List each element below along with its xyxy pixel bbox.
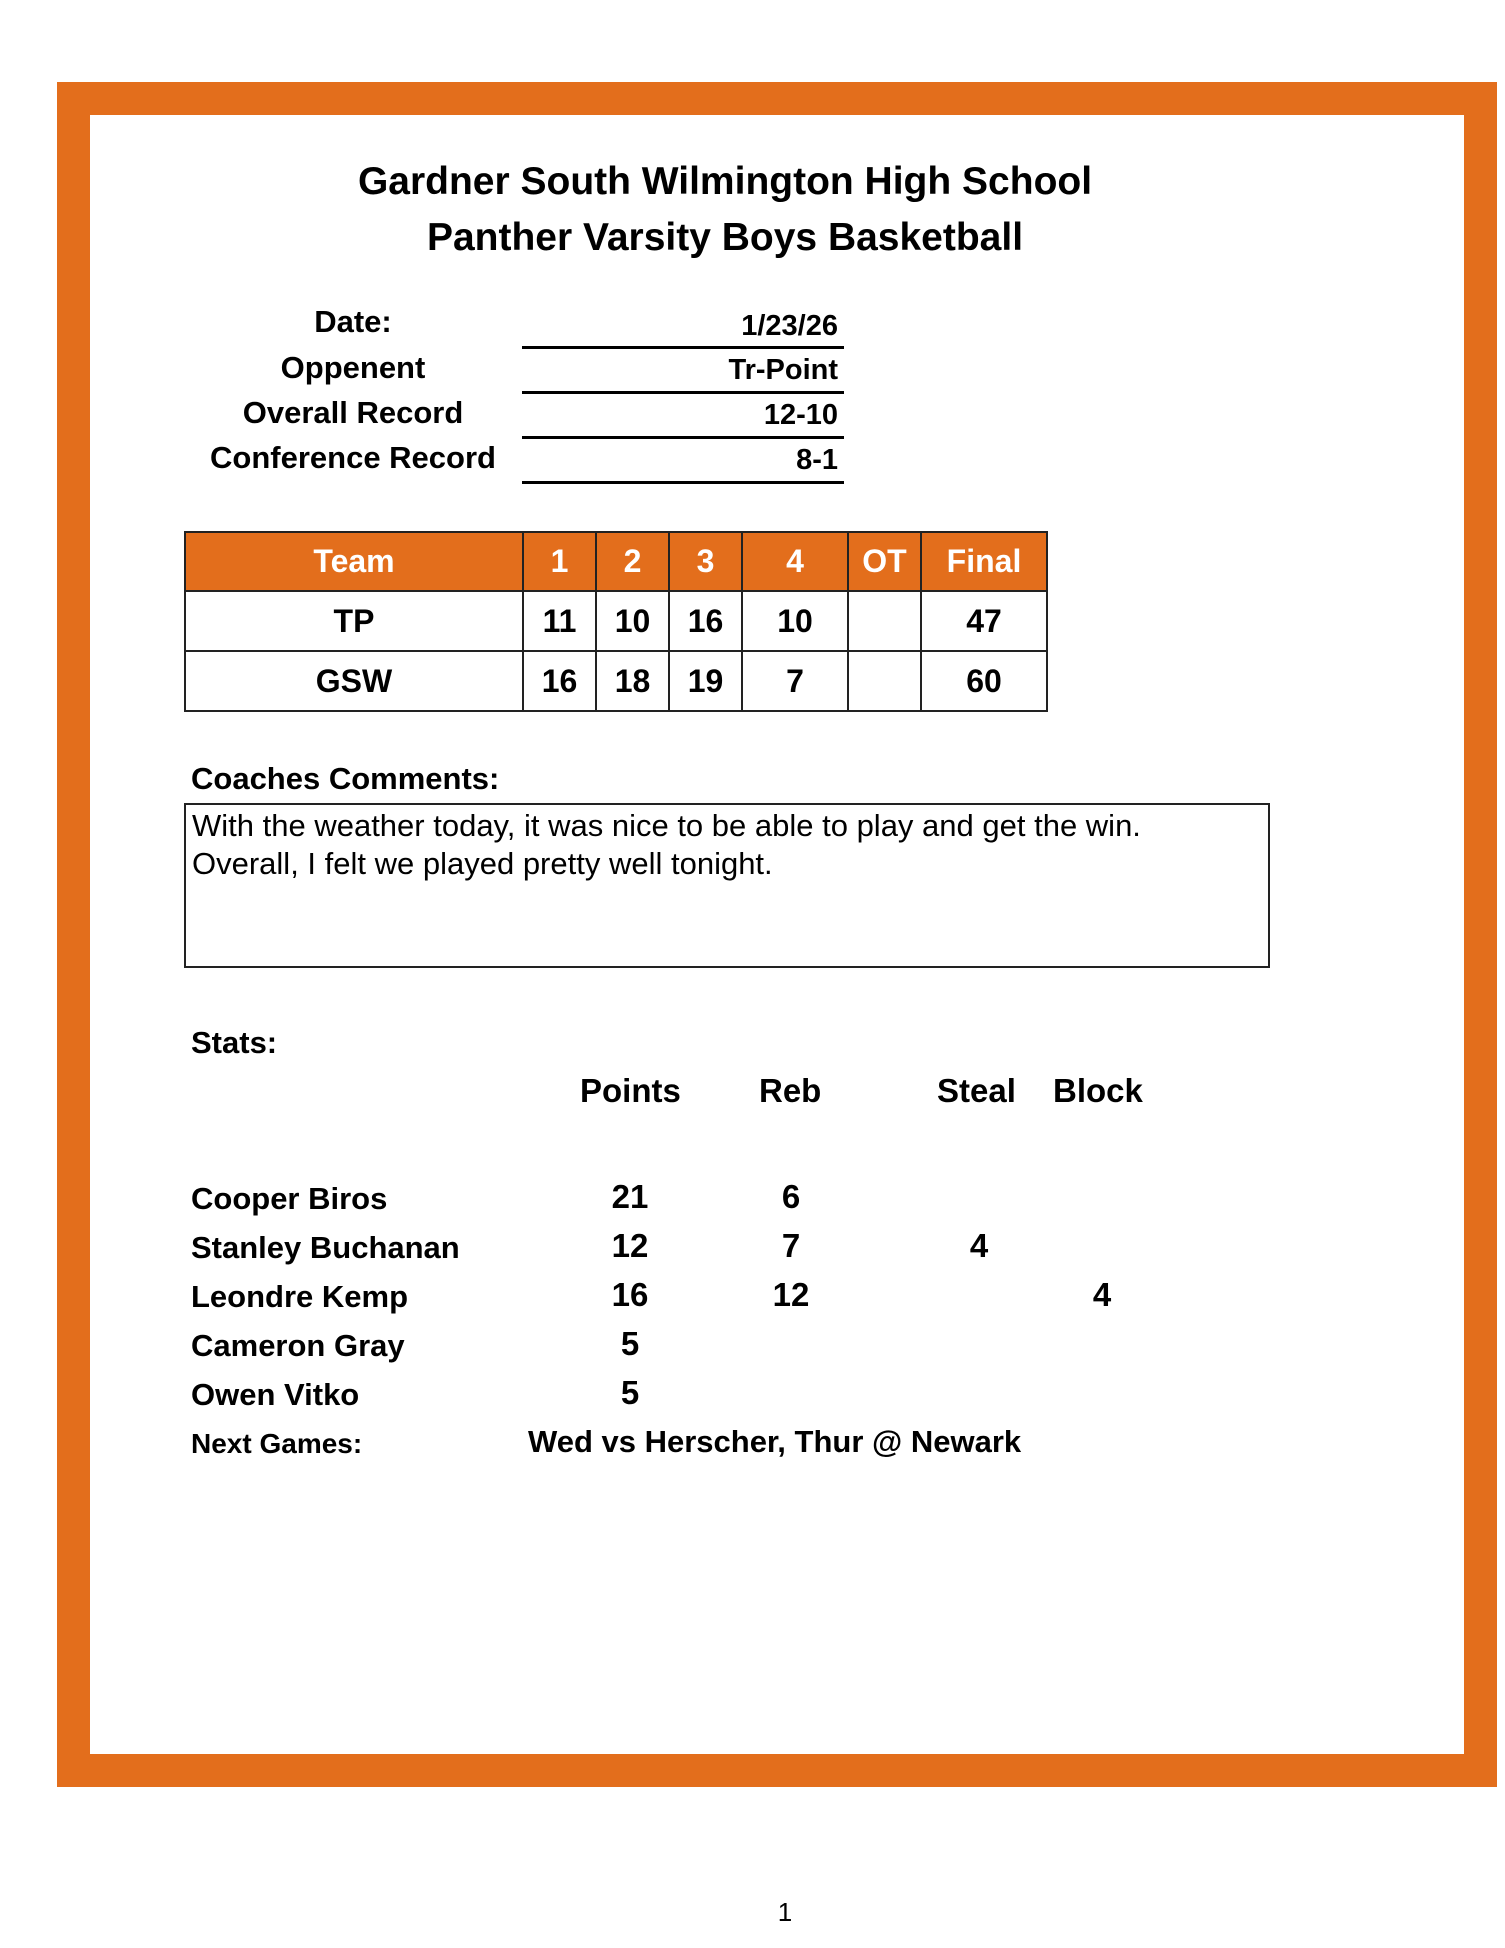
score-cell: 10 <box>596 591 669 651</box>
page-number: 1 <box>777 1897 793 1927</box>
date-underline <box>522 346 844 349</box>
score-cell <box>848 591 921 651</box>
player-reb: 6 <box>781 1178 801 1215</box>
player-name: Cooper Biros <box>191 1181 388 1216</box>
player-points: 21 <box>611 1178 649 1215</box>
final-score-cell: 47 <box>921 591 1047 651</box>
player-reb: 12 <box>772 1276 810 1313</box>
scoreboard-row-tp <box>185 591 1047 651</box>
quarter-3-header: 3 <box>669 532 742 591</box>
comment-line: Overall, I felt we played pretty well tonight. <box>192 846 773 881</box>
score-cell <box>848 651 921 711</box>
quarter-1-header: 1 <box>523 532 596 591</box>
reb-column-header: Reb <box>759 1072 822 1109</box>
quarter-4-header: 4 <box>742 532 848 591</box>
opponent-underline <box>522 391 844 394</box>
comment-line: With the weather today, it was nice to be able to play and get the win. <box>192 808 1141 843</box>
scoreboard-table <box>184 531 1048 712</box>
score-cell: 7 <box>742 651 848 711</box>
conference-record-label: Conference Record <box>210 440 496 475</box>
date-label: Date: <box>314 304 392 339</box>
score-cell: 16 <box>669 591 742 651</box>
team-name: Panther Varsity Boys Basketball <box>426 216 1024 259</box>
final-header: Final <box>921 532 1047 591</box>
team-cell: TP <box>185 591 523 651</box>
player-points: 12 <box>611 1227 649 1264</box>
overtime-header: OT <box>848 532 921 591</box>
block-column-header: Block <box>1053 1072 1143 1109</box>
scoreboard-header-row <box>185 532 1047 591</box>
steal-column-header: Steal <box>937 1072 1016 1109</box>
conference-record-value: 8-1 <box>796 444 838 476</box>
player-steal: 4 <box>969 1227 989 1264</box>
coaches-comments-label: Coaches Comments: <box>191 761 500 796</box>
stats-label: Stats: <box>191 1025 278 1060</box>
score-cell: 11 <box>523 591 596 651</box>
player-points: 5 <box>620 1325 640 1362</box>
team-cell: GSW <box>185 651 523 711</box>
score-cell: 19 <box>669 651 742 711</box>
next-games-label: Next Games: <box>191 1428 363 1459</box>
player-name: Stanley Buchanan <box>191 1230 460 1265</box>
final-score-cell: 60 <box>921 651 1047 711</box>
player-points: 5 <box>620 1374 640 1411</box>
conference-record-underline <box>522 481 844 484</box>
team-column-header: Team <box>185 532 523 591</box>
date-value: 1/23/26 <box>741 310 838 342</box>
overall-record-label: Overall Record <box>242 395 464 430</box>
player-name: Leondre Kemp <box>191 1279 409 1314</box>
coaches-comments-box <box>184 803 1270 968</box>
score-cell: 10 <box>742 591 848 651</box>
score-cell: 16 <box>523 651 596 711</box>
scoreboard-row-gsw <box>185 651 1047 711</box>
opponent-value: Tr-Point <box>728 354 838 386</box>
quarter-2-header: 2 <box>596 532 669 591</box>
school-name: Gardner South Wilmington High School <box>357 160 1093 203</box>
score-cell: 18 <box>596 651 669 711</box>
player-name: Owen Vitko <box>191 1377 360 1412</box>
next-games-value: Wed vs Herscher, Thur @ Newark <box>528 1424 1022 1459</box>
overall-record-underline <box>522 436 844 439</box>
opponent-label: Oppenent <box>280 350 426 385</box>
player-points: 16 <box>611 1276 649 1313</box>
player-name: Cameron Gray <box>191 1328 405 1363</box>
overall-record-value: 12-10 <box>763 399 838 431</box>
points-column-header: Points <box>580 1072 681 1109</box>
player-block: 4 <box>1092 1276 1112 1313</box>
player-reb: 7 <box>781 1227 801 1264</box>
